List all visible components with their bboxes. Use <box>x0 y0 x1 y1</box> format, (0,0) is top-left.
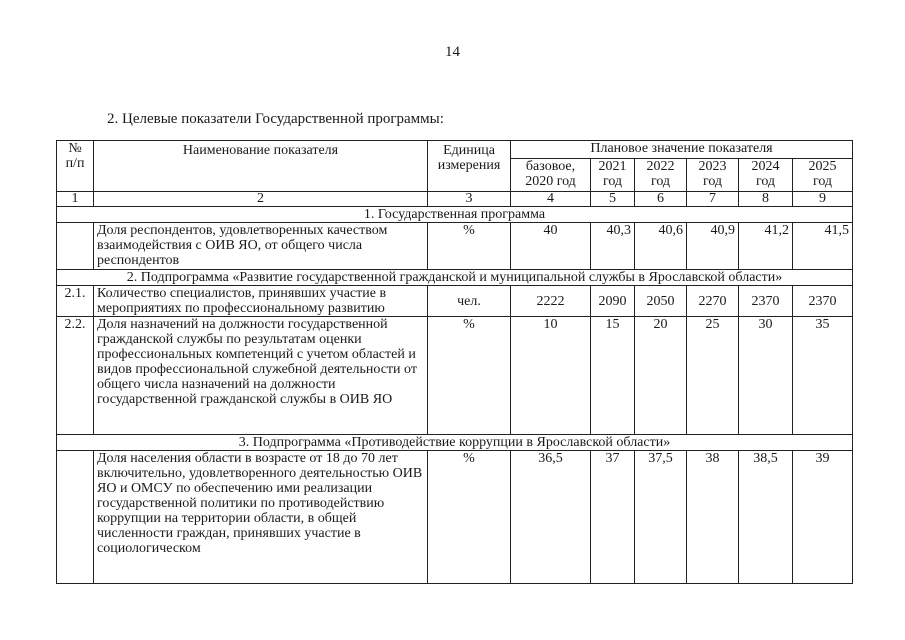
header-col-2022: 2022 год <box>635 159 687 192</box>
row-value: 2370 <box>793 286 853 317</box>
index-cell: 6 <box>635 192 687 207</box>
header-col-2024: 2024 год <box>739 159 793 192</box>
index-cell: 4 <box>511 192 591 207</box>
row-num <box>57 451 94 584</box>
index-cell: 9 <box>793 192 853 207</box>
header-planned-group: Плановое значение показателя <box>511 141 853 159</box>
section-heading: 2. Целевые показатели Государственной программы: <box>107 111 444 127</box>
row-value: 2090 <box>591 286 635 317</box>
header-col-2025: 2025 год <box>793 159 853 192</box>
row-value: 37,5 <box>635 451 687 584</box>
row-name <box>94 451 428 584</box>
table-row <box>57 223 853 270</box>
table-row <box>57 317 853 435</box>
index-cell: 3 <box>428 192 511 207</box>
section-row <box>57 207 853 223</box>
row-value: 38,5 <box>739 451 793 584</box>
row-name: Доля назначений на должности государственной гражданской службы по результатам оценки профессиональных компетенций с учетом областей и видов профессиональной служебной деятельности от общего числа назначений на должности государственной гражданской службы в ОИВ ЯО <box>94 317 428 435</box>
column-index-row <box>57 192 853 207</box>
index-cell: 7 <box>687 192 739 207</box>
header-col-base: базовое, 2020 год <box>511 159 591 192</box>
row-num: 2.1. <box>57 286 94 317</box>
row-unit: % <box>428 223 511 270</box>
section-row <box>57 435 853 451</box>
header-name: Наименование показателя <box>94 141 428 192</box>
header-unit: Единица измерения <box>428 141 511 192</box>
row-num <box>57 223 94 270</box>
index-cell: 2 <box>94 192 428 207</box>
row-name: Доля респондентов, удовлетворенных качеством взаимодействия с ОИВ ЯО, от общего числа респондентов <box>94 223 428 270</box>
row-name-text: Доля населения области в возрасте от 18 до 70 лет включительно, удовлетворенного деятельностью ОИВ ЯО и ОМСУ по обеспечению ими реализации государственной политики по противодействию коррупции на территории области, в общей численности граждан, принявших участие в социологическом <box>97 451 423 556</box>
row-num: 2.2. <box>57 317 94 435</box>
target-indicators-table <box>56 140 853 584</box>
row-unit: % <box>428 317 511 435</box>
row-value: 40,9 <box>687 223 739 270</box>
row-name: Количество специалистов, принявших участие в мероприятиях по профессиональному развитию <box>94 286 428 317</box>
row-value: 2370 <box>739 286 793 317</box>
row-value: 40,3 <box>591 223 635 270</box>
row-value: 35 <box>793 317 853 435</box>
row-value: 2222 <box>511 286 591 317</box>
row-value: 15 <box>591 317 635 435</box>
row-value: 2050 <box>635 286 687 317</box>
row-value: 36,5 <box>511 451 591 584</box>
section-title: 2. Подпрограмма «Развитие государственной гражданской и муниципальной службы в Ярославской области» <box>57 270 853 286</box>
row-unit: чел. <box>428 286 511 317</box>
section-row <box>57 270 853 286</box>
row-value: 37 <box>591 451 635 584</box>
table-row <box>57 451 853 584</box>
table-row <box>57 286 853 317</box>
row-value: 25 <box>687 317 739 435</box>
row-value: 30 <box>739 317 793 435</box>
row-value: 10 <box>511 317 591 435</box>
index-cell: 8 <box>739 192 793 207</box>
row-value: 41,2 <box>739 223 793 270</box>
row-value: 39 <box>793 451 853 584</box>
row-value: 40 <box>511 223 591 270</box>
row-value: 2270 <box>687 286 739 317</box>
section-title: 3. Подпрограмма «Противодействие коррупции в Ярославской области» <box>57 435 853 451</box>
row-value: 40,6 <box>635 223 687 270</box>
header-col-2021: 2021 год <box>591 159 635 192</box>
index-cell: 5 <box>591 192 635 207</box>
row-value: 20 <box>635 317 687 435</box>
header-col-2023: 2023 год <box>687 159 739 192</box>
page-number: 14 <box>445 44 460 60</box>
row-unit: % <box>428 451 511 584</box>
header-num: № п/п <box>57 141 94 192</box>
row-value: 41,5 <box>793 223 853 270</box>
index-cell: 1 <box>57 192 94 207</box>
row-value: 38 <box>687 451 739 584</box>
section-title: 1. Государственная программа <box>57 207 853 223</box>
